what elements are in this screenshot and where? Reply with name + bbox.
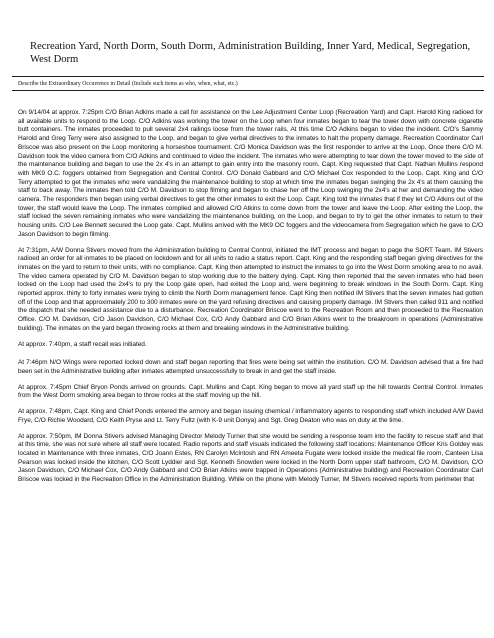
narrative-paragraph: At 7:46pm N/O Wings were reported locked down and staff began reporting that fires were being set within the institution. C/O M. Davidson advised that a fire had been set in the Administrative building after inmates attempted unsuccessfully to break in and get the staff inside. xyxy=(18,359,483,375)
narrative-paragraph: At approx. 7:40pm, a staff recall was initiated. xyxy=(18,340,147,348)
top-divider xyxy=(12,76,484,77)
narrative-paragraph: At approx. 7:50pm, IM Donna Stivers advised Managing Director Melody Turner that she would be sending a response team into the facility to rescue staff and that at this time, she was not sure where all staff were located. Radio reports and staff visuals indicated the following staff locations: Maintenance Officer Kris Goldey was located in Maintenance with three inmates, C/O Joann Estes, RN Carolyn McIntosh and RN Ameeta Fugate were locked inside the medical file room, Canteen Lisa Pearson was locked inside the kitchen, C/O Scott Lyddier and Sgt. Kenneth Snowden were locked in the North Dorm upper staff bathroom, C/O M. Davidson, C/O Jason Davidson, C/O Michael Cox, C/O Andy Gabbard and C/O Brian Atkins were trapped in Operations (Administrative building) and Recreation Coordinator Carl Briscoe was locked in the Recreation Office in the Administration Building. While on the phone with Melody Turner, IM Stivers received reports from perimeter that xyxy=(18,432,483,484)
describe-instruction: Describe the Extraordinary Occurrence in Detail (Include such items as who, when, what, etc.) xyxy=(18,81,238,87)
incident-narrative xyxy=(18,109,483,492)
narrative-paragraph: At approx. 7:45pm Chief Bryon Ponds arrived on grounds. Capt. Mullins and Capt. King began to move all yard staff up the hill towards Central Control. Inmates from the West Dorm smoking area began to throw rocks at the staff moving up the hill. xyxy=(18,383,483,400)
narrative-paragraph: At approx. 7:48pm, Capt. King and Chief Ponds entered the armory and began issuing chemical / inflammatory agents to responding staff which included A/W David Frye, C/O Richie Woodard, C/O Keith Pryse and Lt. Terry Fultz (with K-9 unit Donya) and Sgt. Greg Deaton who was on duty at the time. xyxy=(18,408,483,424)
bottom-divider xyxy=(12,90,484,91)
incident-location: Recreation Yard, North Dorm, South Dorm, Administration Building, Inner Yard, Medical, Segregation, West Dorm xyxy=(30,41,471,65)
narrative-paragraph: On 9/14/04 at approx. 7:25pm C/O Brian Adkins made a call for assistance on the Lee Adjustment Center Loop (Recreation Yard) and Capt. Harold King radioed for all available units to respond to the Loop. C/O Adkins was working the tower on the Loop when four inmates began to tear the tower down with concrete cigarette butt containers. The inmates proceeded to pull several 2x4 railings loose from the tower rails. At this time C/O Adkins began to video the incident. C/O's Sammy Harold and Greg Terry were also assigned to the Loop, and began to give verbal directives to the inmates to halt the property damage. Recreation Coordinator Carl Briscoe was also present on the Loop monitoring a horseshoe tournament. C/O Monica Davidson was the first responder to arrive at the Loop. Once there C/O M. Davidson took the video camera from C/O Adkins and continued to video the incident. The inmates who were attempting to tear down the tower moved to the side of the maintenance building and began to use the 2x 4's in an attempt to gain entry into the masonry room. Capt. King requested that Capt. Nathan Mullins respond with MK9 O.C. foggers obtained from Segregation and Central Control. C/O Donald Gabbard and C/O Michael Cox responded to the Loop. Capt. King and C/O Terry attempted to get the inmates who were vandalizing the maintenance building to stop at which time the inmates began swinging the 2x 4's at them causing the staff to back away. The inmates then told C/O M. Davidson to stop filming and began to chase her off the Loop swinging the 2x4's at her and demanding the video camera. The responders then began using verbal directives to get the other inmates to exit the Loop. Capt. King told the inmates that if they let C/O Atkins out of the tower, the staff would leave the Loop. The inmates complied and allowed C/O Atkins to come down from the tower and leave the Loop. After exiting the Loop, the staff locked the seven remaining inmates who were vandalizing the maintenance building, on the Loop, and began to try to get the other inmates to return to their housing units. C/O Lee Bennett secured the Loop gate. Capt. Mullins arrived with the MK9 OC foggers and the videocamera from Segregation which he gave to C/O Jason Davidson to begin filming. xyxy=(18,109,483,238)
narrative-paragraph: At 7:31pm, A/W Donna Stivers moved from the Administration building to Central Control, initiated the IMT process and began to page the SORT Team. IM Stivers radioed an order for all inmates to be placed on lockdown and for all units to radio a status report. Capt. King and the responding staff began giving directives for the inmates on the yard to return to their units, with no compliance. Capt. King then attempted to instruct the inmates to go into the West Dorm smoking area to no avail. The video camera operated by C/O M. Davidson began to stop working due to the battery dying. Capt. King then reported that the seven inmates who had been locked on the Loop had used the 2x4's to pry the Loop gate open, had exited the Loop and, were beginning to break windows in the South Dorm. Capt. King reported approx. thirty to forty inmates were trying to climb the North Dorm management fence. Capt King then notified IM Stivers that the seven inmates had gotten off of the Loop and that approximately 200 to 300 inmates were on the yard refusing directives and causing property damage. IM Stivers then called 911 and notified the dispatch that she needed assistance due to a disturbance. Recreation Coordinator Briscoe went to the Recreation Room and then proceeded to the Recreation Office. C/O M. Davidson, C/O Jason Davidson, C/O Michael Cox, C/O Andy Gabbard and C/O Brian Atkins went to the breakroom in operations (Administrative building). The inmates on the yard began throwing rocks at them and breaking windows in the Administrative building. xyxy=(18,246,483,332)
